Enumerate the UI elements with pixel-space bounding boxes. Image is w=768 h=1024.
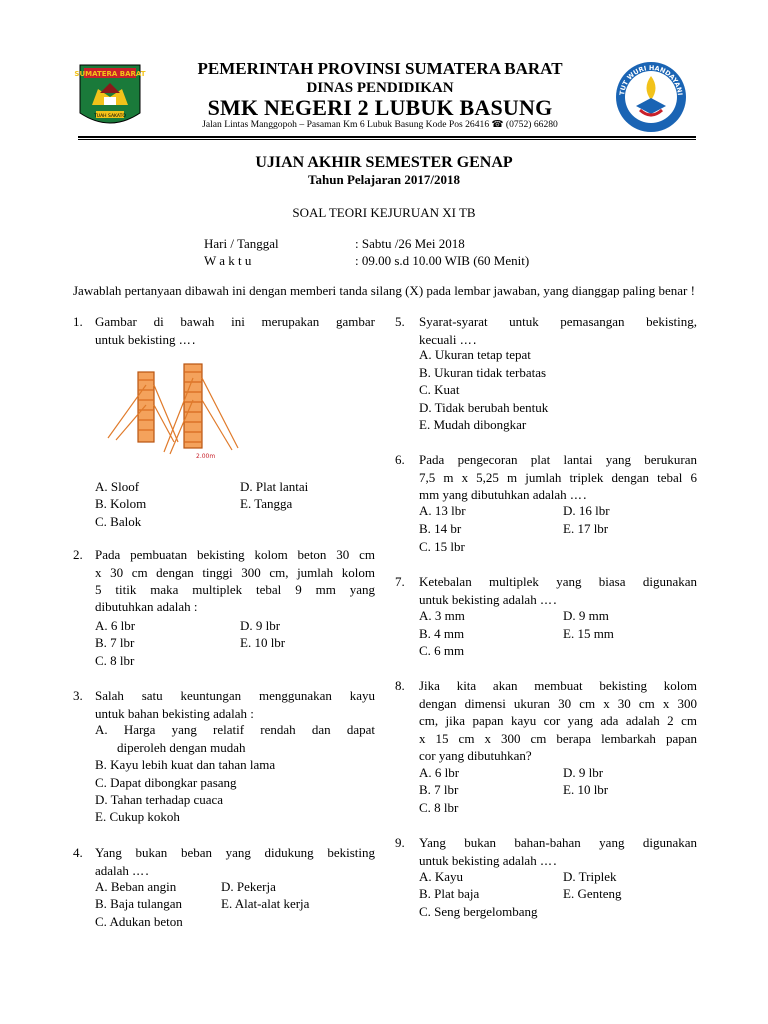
province-logo-text: SUMATERA BARAT [74,70,146,78]
question-number: 2. [73,547,83,562]
q2-option-a: A. 6 lbr [95,618,136,633]
question-text-line: dengan dimensi ukuran 30 cm x 30 cm x 300 [419,696,697,711]
question-3 [73,687,375,727]
question-text-part: untuk bekisting adalah [419,592,537,607]
day-label: Hari / Tanggal [204,236,279,251]
q4-option-b: B. Baja tulangan [95,896,183,911]
header-address [140,119,620,130]
q1-option-c: C. Balok [95,514,142,529]
question-text-line: x 30 cm dengan tinggi 300 cm, jumlah kolom [95,565,375,580]
q6-option-a: A. 13 lbr [419,503,466,518]
q5-option-c: C. Kuat [419,382,460,397]
question-7 [395,573,697,613]
q7-option-d: D. 9 mm [563,608,609,623]
q1-option-b: B. Kolom [95,496,147,511]
question-text-line: dibutuhkan adalah : [95,599,198,614]
q4-option-e: E. Alat-alat kerja [221,896,310,911]
q9-option-d: D. Triplek [563,869,617,884]
time-label: W a k t u [204,253,252,268]
question-text-part: mm yang dibutuhkan adalah [419,487,567,502]
q9-option-c: C. Seng bergelombang [419,904,538,919]
question-text-line: cm, jika papan kayu cor yang ada adalah 2 cm [419,713,697,728]
q5-option-a: A. Ukuran tetap tepat [419,347,531,362]
question-number: 3. [73,688,83,703]
q3-option-d: D. Tahan terhadap cuaca [95,792,224,807]
header-government: PEMERINTAH PROVINSI SUMATERA BARAT [197,59,563,78]
question-text-line [95,331,375,349]
question-number: 8. [395,678,405,693]
question-6 [395,451,697,507]
q5-option-d: D. Tidak berubah bentuk [419,400,549,415]
q4-option-a: A. Beban angin [95,879,177,894]
question-text-part: untuk bekisting [95,332,176,347]
q3-option-b: B. Kayu lebih kuat dan tahan lama [95,757,276,772]
question-text-line: Gambar di bawah ini merupakan gambar [95,314,375,329]
question-2 [73,546,375,626]
q7-option-a: A. 3 mm [419,608,465,623]
question-dots: …. [539,593,558,607]
q1-option-d: D. Plat lantai [240,479,309,494]
q7-option-c: C. 6 mm [419,643,465,658]
question-text-line [419,591,697,609]
province-logo-motto: TUAH SAKATO [94,114,126,119]
phone-icon: ☎ [491,119,504,130]
q6-option-d: D. 16 lbr [563,503,610,518]
question-text-part: untuk bekisting adalah [419,853,537,868]
question-number: 7. [395,574,405,589]
question-text-line [419,852,697,870]
question-9 [395,834,697,874]
question-text-line: Jika kita akan membuat bekisting kolom [419,678,697,693]
address-text: Jalan Lintas Manggopoh – Pasaman Km 6 Lubuk Basung Kode Pos 26416 [202,119,490,130]
question-text-line: Syarat-syarat untuk pemasangan bekisting, [419,314,697,329]
q3-option-e: E. Cukup kokoh [95,809,180,824]
header-rule-thin [78,139,696,140]
q5-option-e: E. Mudah dibongkar [419,417,527,432]
q9-option-a: A. Kayu [419,869,464,884]
q8-option-e: E. 10 lbr [563,782,609,797]
province-logo [74,63,146,133]
q3-option-a: A. Harga yang relatif rendah dan dapat [95,722,375,737]
question-dots: …. [178,333,197,347]
question-text-line: untuk bahan bekisting adalah : [95,706,254,721]
q4-option-d: D. Pekerja [221,879,276,894]
question-text-line: 5 titik maka multiplek tebal 9 mm yang [95,582,375,597]
question-text-line [95,862,375,880]
q8-option-a: A. 6 lbr [419,765,460,780]
question-4 [73,844,375,884]
q3-option-c: C. Dapat dibongkar pasang [95,775,237,790]
question-dots: …. [539,854,558,868]
header-rule-thick [78,136,696,138]
header-department: DINAS PENDIDIKAN [306,80,454,96]
q3-option-a-cont: diperoleh dengan mudah [117,740,246,755]
question-number: 9. [395,835,405,850]
question-text-line: Salah satu keuntungan menggunakan kayu [95,688,375,703]
q2-option-e: E. 10 lbr [240,635,286,650]
day-value: : Sabtu /26 Mei 2018 [355,236,465,251]
question-text-line: 7,5 m x 5,25 m jumlah triplek dengan tebal 6 [419,470,697,485]
dimension-label: 2.00m [196,453,216,460]
question-text-line: Pada pengecoran plat lantai yang berukuran [419,452,697,467]
question-dots: …. [132,864,150,878]
question-text-part: kecuali [419,332,457,347]
question-dots: …. [459,333,478,347]
q9-option-b: B. Plat baja [419,886,480,901]
q1-option-a: A. Sloof [95,479,140,494]
tut-wuri-handayani-logo [612,60,690,134]
q6-option-b: B. 14 br [419,521,462,536]
question-number: 6. [395,452,405,467]
header-school-name: SMK NEGERI 2 LUBUK BASUNG [207,95,553,120]
q8-option-b: B. 7 lbr [419,782,459,797]
question-text-line: Yang bukan beban yang didukung bekisting [95,845,375,860]
q4-option-c: C. Adukan beton [95,914,183,929]
question-number: 5. [395,314,405,329]
q1-option-e: E. Tangga [240,496,293,511]
q9-option-e: E. Genteng [563,886,622,901]
exam-title: UJIAN AKHIR SEMESTER GENAP [255,154,513,171]
question-text-line: Ketebalan multiplek yang biasa digunakan [419,574,697,589]
question-text-line: cor yang dibutuhkan? [419,748,532,763]
q6-option-e: E. 17 lbr [563,521,609,536]
phone-number: (0752) 66280 [505,119,558,130]
time-value: : 09.00 s.d 10.00 WIB (60 Menit) [355,253,530,268]
tut-wuri-handayani-text: TUT WURI HANDAYANI [618,63,684,96]
q6-option-c: C. 15 lbr [419,539,465,554]
question-number: 4. [73,845,83,860]
q2-option-c: C. 8 lbr [95,653,135,668]
q7-option-b: B. 4 mm [419,626,465,641]
question-text-line: x 15 cm x 300 cm berapa lembarkah papan [419,731,697,746]
exam-year: Tahun Pelajaran 2017/2018 [308,172,460,187]
column-formwork-figure [98,360,248,460]
q8-option-c: C. 8 lbr [419,800,459,815]
q2-option-d: D. 9 lbr [240,618,281,633]
question-dots: …. [569,488,588,502]
instruction: Jawablah pertanyaan dibawah ini dengan memberi tanda silang (X) pada lembar jawaban, yang dianggap paling benar ! [73,283,695,298]
question-text-line [419,486,697,504]
question-text-line: Pada pembuatan bekisting kolom beton 30 cm [95,547,375,562]
question-8 [395,677,697,767]
q5-option-b: B. Ukuran tidak terbatas [419,365,547,380]
question-text-part: adalah [95,863,129,878]
question-text-line: Yang bukan bahan-bahan yang digunakan [419,835,697,850]
exam-subject: SOAL TEORI KEJURUAN XI TB [292,205,476,220]
q7-option-e: E. 15 mm [563,626,614,641]
question-number: 1. [73,314,83,329]
q8-option-d: D. 9 lbr [563,765,604,780]
q2-option-b: B. 7 lbr [95,635,135,650]
